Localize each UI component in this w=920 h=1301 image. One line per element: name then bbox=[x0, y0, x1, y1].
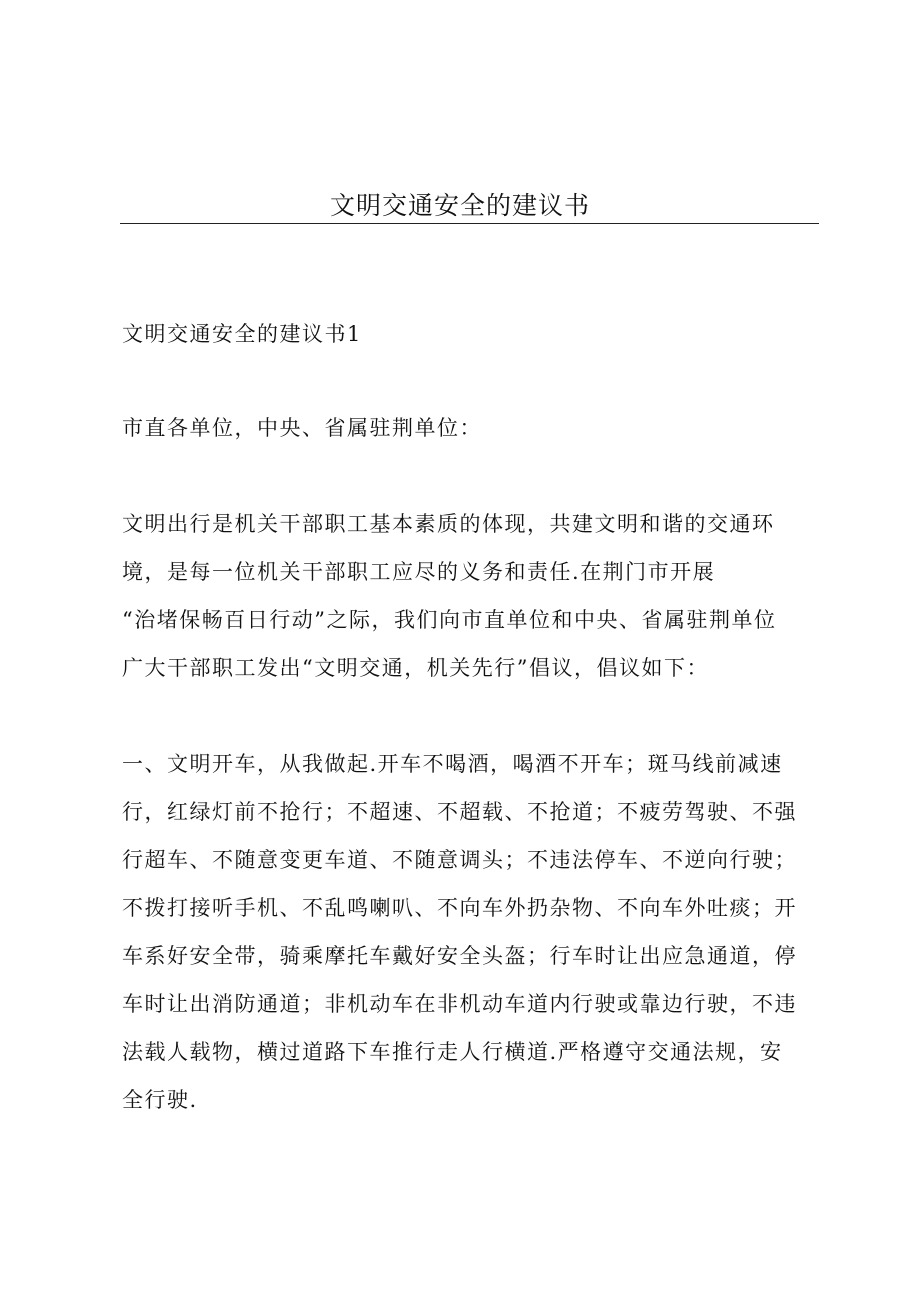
paragraph-line: 一、文明开车，从我做起.开车不喝酒，喝酒不开车；斑马线前减速 bbox=[122, 752, 783, 776]
paragraph-item-1 bbox=[122, 740, 820, 1124]
paragraph-line: 境，是每一位机关干部职工应尽的义务和责任.在荆门市开展 bbox=[122, 560, 716, 584]
paragraph-line: 不拨打接听手机、不乱鸣喇叭、不向车外扔杂物、不向车外吐痰；开 bbox=[122, 896, 797, 920]
paragraph-line: 行，红绿灯前不抢行；不超速、不超载、不抢道；不疲劳驾驶、不强 bbox=[122, 800, 797, 824]
paragraph-line: 法载人载物，横过道路下车推行走人行横道.严格遵守交通法规，安 bbox=[122, 1040, 783, 1064]
salutation: 市直各单位，中央、省属驻荆单位： bbox=[122, 416, 482, 440]
paragraph-line: 车时让出消防通道；非机动车在非机动车道内行驶或靠边行驶，不违 bbox=[122, 992, 797, 1016]
paragraph-line: 全行驶. bbox=[122, 1088, 198, 1112]
paragraph-line: 文明出行是机关干部职工基本素质的体现，共建文明和谐的交通环 bbox=[122, 512, 775, 536]
paragraph-line: 车系好安全带，骑乘摩托车戴好安全头盔；行车时让出应急通道，停 bbox=[122, 944, 797, 968]
paragraph-line: “治堵保畅百日行动”之际，我们向市直单位和中央、省属驻荆单位 bbox=[122, 608, 777, 632]
document-title: 文明交通安全的建议书 bbox=[329, 191, 590, 220]
paragraph-line: 广大干部职工发出“文明交通，机关先行”倡议，倡议如下： bbox=[122, 656, 709, 680]
paragraph-intro bbox=[122, 500, 820, 692]
title-underline bbox=[120, 223, 819, 224]
paragraph-line: 行超车、不随意变更车道、不随意调头；不违法停车、不逆向行驶； bbox=[122, 848, 797, 872]
section-subtitle: 文明交通安全的建议书1 bbox=[122, 322, 362, 346]
